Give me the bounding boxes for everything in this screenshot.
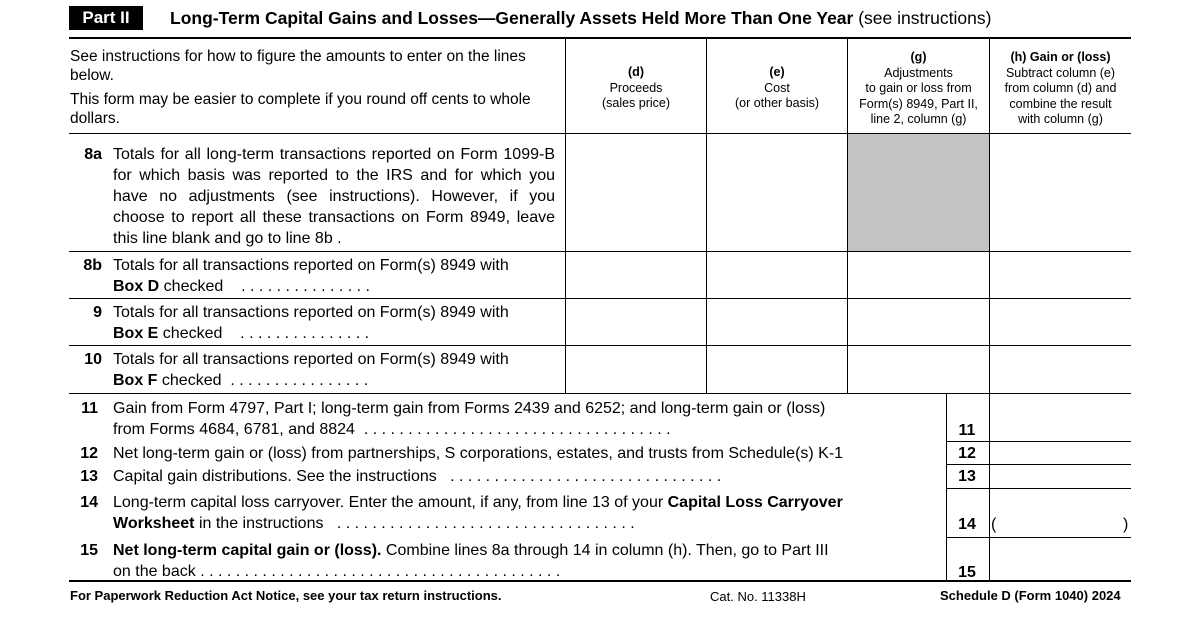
part-title: [170, 6, 991, 30]
line-15-dots: . . . . . . . . . . . . . . . . . . . . . . . . . . . . . . . . . . . . . . . . .: [200, 563, 561, 580]
footer-form-name: Schedule D (Form 1040) 2024: [940, 588, 1121, 603]
line-13-text: [113, 466, 943, 487]
column-h-letter: (h) Gain or (loss): [1010, 50, 1111, 64]
line-14-number: 14: [80, 494, 98, 511]
line-8a-description: Totals for all long-term transactions reported on Form 1099-B for which basis was reported to the IRS and for which you have no adjustments (see instructions). However, if you choose to report all these transactions on Form 8949, leave this line blank and go to line 8b: [113, 146, 555, 247]
line-15-description-1a: Net long-term capital gain or (loss).: [113, 542, 382, 559]
column-d-line1: Proceeds: [609, 80, 663, 95]
column-e-line1: Cost: [764, 80, 790, 95]
column-h-header: [990, 50, 1131, 128]
row-12-bottom-rule: [946, 464, 1131, 465]
line-10-box: Box F: [113, 372, 158, 389]
part-badge: Part II: [69, 6, 143, 30]
row-13-bottom-rule: [946, 488, 1131, 489]
top-rule: [69, 37, 1131, 39]
line-12-box-label: 12: [958, 445, 976, 462]
column-d-letter: (d): [628, 65, 644, 79]
line-8b-dots: . . . . . . . . . . . . . . .: [241, 278, 370, 295]
line-10-description: Totals for all transactions reported on Form(s) 8949 with: [113, 351, 509, 368]
row-11-bottom-rule: [946, 441, 1131, 442]
line-14-dots: . . . . . . . . . . . . . . . . . . . . . . . . . . . . . . . . . .: [336, 515, 635, 532]
column-g-letter: (g): [910, 50, 927, 64]
row-9-bottom-rule: [69, 345, 1131, 346]
line-13-description: Capital gain distributions. See the instructions: [113, 468, 437, 485]
line-8b-box: Box D: [113, 278, 160, 295]
line-8b-number: 8b: [83, 257, 102, 274]
line-8a-number: 8a: [84, 146, 102, 163]
line-10-checked: checked: [157, 372, 222, 389]
column-h-line4: with column (g): [1018, 112, 1103, 126]
column-d-line2: (sales price): [601, 96, 671, 110]
line-11-dots: . . . . . . . . . . . . . . . . . . . . . . . . . . . . . . . . . . .: [363, 421, 671, 438]
line-11-number: 11: [81, 400, 98, 417]
column-g-line4: line 2, column (g): [870, 112, 967, 126]
line-9-text: [113, 302, 558, 344]
line-10-number: 10: [84, 351, 102, 368]
footer-paperwork-notice: For Paperwork Reduction Act Notice, see your tax return instructions.: [70, 588, 502, 603]
column-g-header: [848, 50, 989, 128]
line-14-description-1b: Capital Loss Carryover: [667, 494, 843, 511]
line-15-text: [113, 540, 943, 582]
column-h-line2: from column (d) and: [1004, 81, 1117, 95]
line-11-text: [113, 398, 943, 440]
line-15-description-2: on the back: [113, 563, 196, 580]
line-8b-text: [113, 255, 558, 297]
line-13-number: 13: [80, 468, 98, 485]
column-h-line1: Subtract column (e): [1005, 65, 1116, 80]
part-title-main: Long-Term Capital Gains and Losses—Generally Assets Held More Than One Year: [170, 8, 854, 28]
line-11-box-label: 11: [958, 422, 976, 439]
line-10-text: [113, 349, 558, 391]
line-14-description-2b: in the instructions: [194, 515, 324, 532]
column-d-header: [566, 65, 706, 112]
line-9-dots: . . . . . . . . . . . . . . .: [240, 325, 370, 342]
column-g-line2: to gain or loss from: [865, 81, 972, 95]
line-11-description-2: from Forms 4684, 6781, and 8824: [113, 421, 355, 438]
line-14-close-paren: ): [1123, 516, 1129, 533]
row-8b-bottom-rule: [69, 298, 1131, 299]
row-8a-bottom-rule: [69, 251, 1131, 252]
footer-catalog-number: Cat. No. 11338H: [710, 589, 806, 604]
line-14-box-label: 14: [958, 516, 976, 533]
column-e-letter: (e): [769, 65, 785, 79]
line-11-description-1: Gain from Form 4797, Part I; long-term gain from Forms 2439 and 6252; and long-term gain or (loss): [113, 400, 826, 417]
line-9-number: 9: [93, 304, 102, 321]
line-12-description: Net long-term gain or (loss) from partnerships, S corporations, estates, and trusts from Schedule(s) K-1: [113, 445, 844, 462]
row-14-bottom-rule: [946, 537, 1131, 538]
column-e-line2: (or other basis): [734, 96, 820, 110]
line-8a-dots: .: [332, 230, 342, 247]
line-15-description-1b: Combine lines 8a through 14 in column (h). Then, go to Part III: [381, 542, 829, 559]
instructions-line-2: This form may be easier to complete if you round off cents to whole dollars.: [70, 91, 531, 127]
line-9-description: Totals for all transactions reported on Form(s) 8949 with: [113, 304, 509, 321]
line-14-description-2a: Worksheet: [113, 515, 195, 532]
line-8b-description: Totals for all transactions reported on Form(s) 8949 with: [113, 257, 509, 274]
shaded-cell-8a-g: [848, 134, 989, 251]
line-14-text: [113, 492, 943, 534]
column-e-header: [707, 65, 847, 112]
line-8b-checked: checked: [159, 278, 224, 295]
line-8a-text: [113, 144, 555, 249]
part-title-note: (see instructions): [853, 8, 992, 28]
line-12-number: 12: [80, 445, 98, 462]
line-13-dots: . . . . . . . . . . . . . . . . . . . . . . . . . . . . . . .: [450, 468, 722, 485]
line-14-description-1a: Long-term capital loss carryover. Enter the amount, if any, from line 13 of your: [113, 494, 668, 511]
line-14-open-paren: (: [991, 516, 997, 533]
row-10-bottom-rule: [69, 393, 1131, 394]
column-g-line3: Form(s) 8949, Part II,: [859, 96, 978, 111]
line-13-box-label: 13: [958, 468, 976, 485]
line-15-number: 15: [80, 542, 98, 559]
line-10-dots: . . . . . . . . . . . . . . . .: [230, 372, 369, 389]
line-9-box: Box E: [113, 325, 159, 342]
instructions-line-1: See instructions for how to figure the amounts to enter on the lines below.: [70, 48, 526, 84]
line-15-box-label: 15: [958, 564, 976, 581]
column-h-line3: combine the result: [1009, 96, 1112, 111]
line-9-checked: checked: [158, 325, 223, 342]
column-g-line1: Adjustments: [884, 65, 953, 80]
